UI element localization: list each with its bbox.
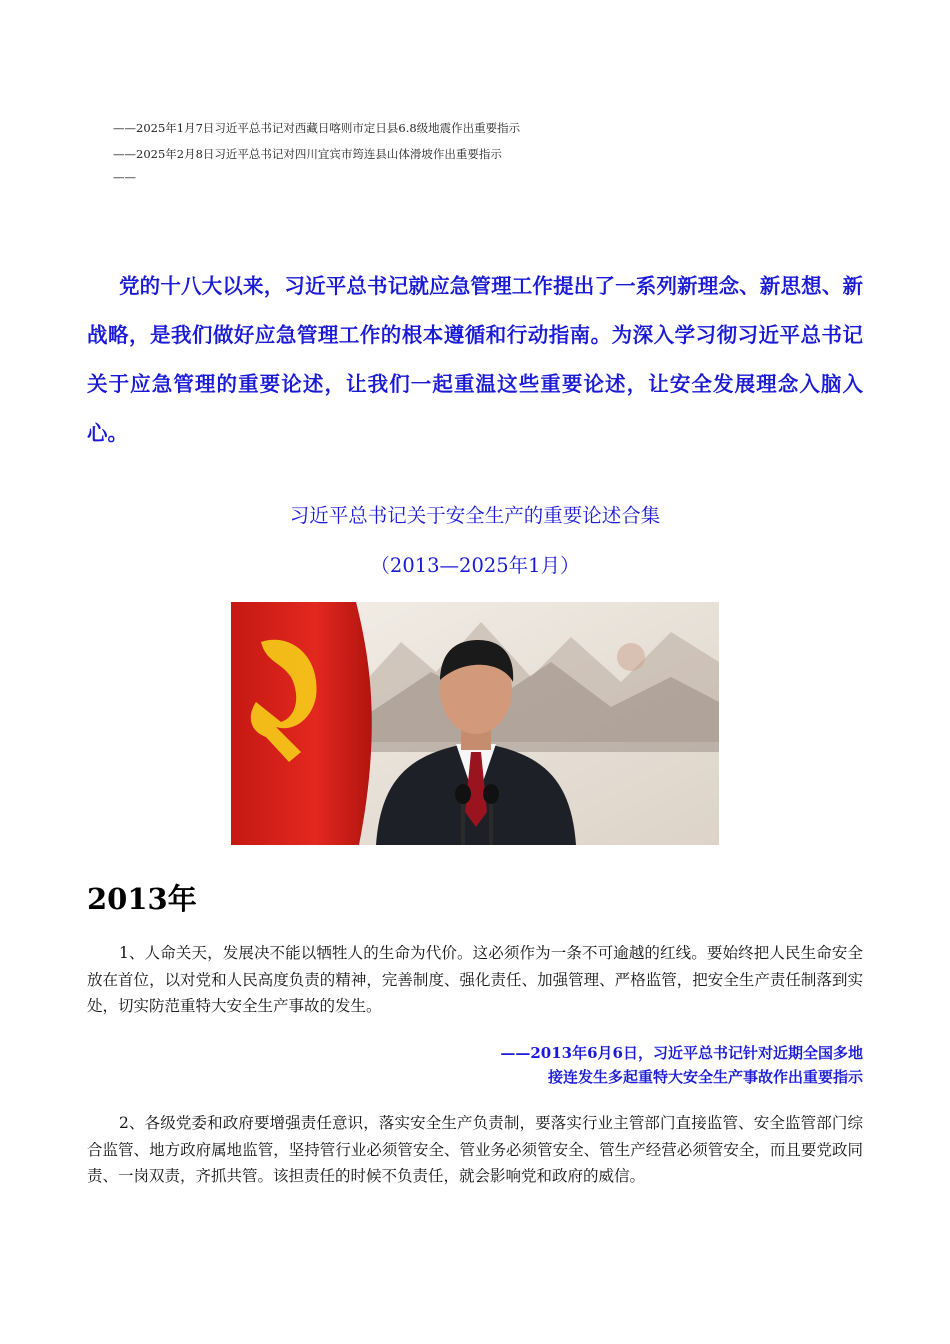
item-1-attribution-line-2: 接连发生多起重特大安全生产事故作出重要指示 [547, 1068, 863, 1086]
collection-title: 习近平总书记关于安全生产的重要论述合集 [289, 504, 661, 527]
portrait-photo [231, 602, 719, 845]
source-line-3: —— [113, 170, 136, 184]
source-line-1: ——2025年1月7日习近平总书记对西藏日喀则市定日县6.8级地震作出重要指示 [113, 121, 521, 135]
item-1-text: 1、人命关天，发展决不能以牺牲人的生命为代价。这必须作为一条不可逾越的红线。要始终把人民生命安全放在首位，以对党和人民高度负责的精神，完善制度、强化责任、加强管理、严格监管，把安全生产责任制落到实处，切实防范重特大安全生产事故的发生。 [87, 944, 863, 1015]
intro-paragraph: 党的十八大以来，习近平总书记就应急管理工作提出了一系列新理念、新思想、新战略，是我们做好应急管理工作的根本遵循和行动指南。为深入学习彻习近平总书记关于应急管理的重要论述，让我们一起重温这些重要论述，让安全发展理念入脑入心。 [87, 274, 863, 445]
item-1-attribution [500, 1041, 863, 1089]
collection-period: （2013—2025年1月） [370, 554, 580, 577]
portrait-illustration [231, 602, 719, 845]
item-2-text: 2、各级党委和政府要增强责任意识，落实安全生产负责制，要落实行业主管部门直接监管、安全监管部门综合监管、地方政府属地监管，坚持管行业必须管安全、管业务必须管安全、管生产经营必须管安全，而且要党政同责、一岗双责，齐抓共管。该担责任的时候不负责任，就会影响党和政府的威信。 [87, 1114, 863, 1185]
source-line-2: ——2025年2月8日习近平总书记对四川宜宾市筠连县山体滑坡作出重要指示 [113, 147, 502, 161]
year-heading: 2013年 [87, 882, 197, 916]
item-1-attribution-line-1: ——2013年6月6日，习近平总书记针对近期全国多地 [500, 1044, 863, 1062]
